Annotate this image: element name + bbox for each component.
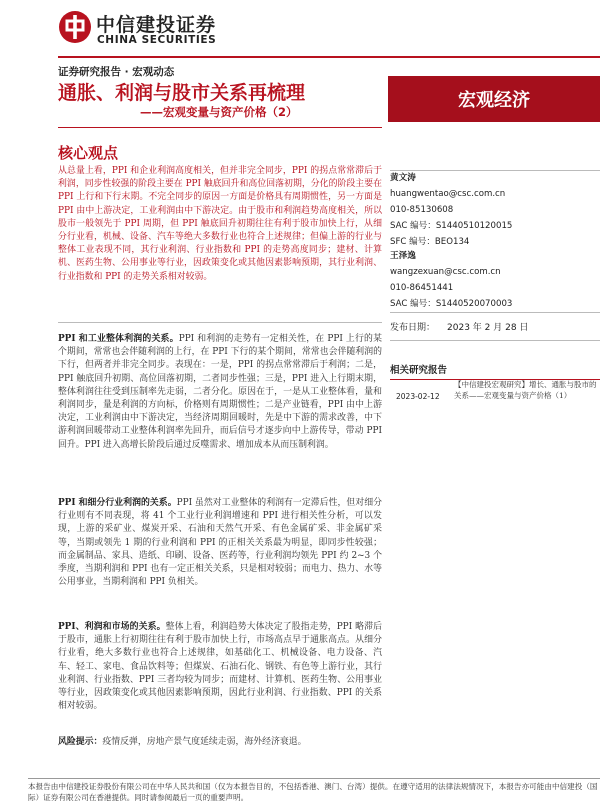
publish-label: 发布日期： <box>390 323 436 333</box>
author-email[interactable]: huangwentao@csc.com.cn <box>390 189 506 199</box>
report-title: 通胀、利润与股市关系再梳理 <box>58 82 306 104</box>
core-view-heading: 核心观点 <box>58 144 119 162</box>
author-name: 黄文涛 <box>390 173 416 183</box>
author-phone: 010-85130608 <box>390 205 454 215</box>
author-sfc: SFC 编号：BEO134 <box>390 237 470 247</box>
report-subtitle: ——宏观变量与资产价格（2） <box>140 105 298 119</box>
risk-warning <box>58 736 382 749</box>
section-divider <box>58 322 382 323</box>
publish-value: 2023 年 2 月 28 日 <box>447 323 529 333</box>
footer-disclaimer: 本报告由中信建投证券股份有限公司在中华人民共和国（仅为本报告目的，不包括香港、澳门、台湾）提供。在遵守适用的法律法规情况下，本报告亦可能由中信建投（国际）证券有限公司在香港提供。同时请参阅最后一页的重要声明。 <box>28 778 600 803</box>
paragraph-lead: PPI、利润和市场的关系。 <box>58 622 166 632</box>
related-divider <box>390 340 600 341</box>
publish-date <box>390 320 528 333</box>
paragraph-text: 疫情反弹，房地产景气度延续走弱，海外经济衰退。 <box>102 737 307 747</box>
publish-divider <box>390 312 600 313</box>
body-paragraph <box>58 497 382 589</box>
core-view-text: 从总量上看，PPI 和企业利润高度相关，但并非完全同步，PPI 的拐点常常滞后于利润，同步性较强的阶段主要在 PPI 触底回升和高位回落初期，分化的阶段主要在 PPI 上行和下行末期。不完全同步的原因一方面是价格具有周期惯性，另一方面是 PPI 由中上游决定，工业利润由中下游决定。由于股市和利润趋势高度相关，所以股市一般领先于 PPI 周期，但 PPI 触底回升初期往往有利于股市加快上行，从细分行业看，机械、设备、汽车等绝大多数行业也符合上述规律；但偏上游的行业与整体工业表现不同，其行业利润、行业指数和 PPI 的走势高度同步；建材、计算机、医药生物、公用事业等行业，因政策变化或其他因素影响预期，其行业利润、行业指数和 PPI 的走势关系相对较弱。 <box>58 166 382 282</box>
paragraph-text: 整体上看，利润趋势大体决定了股指走势，PPI 略滞后于股市，通胀上行初期往往有利于股市加快上行，市场高点早于通胀高点。从细分行业看，绝大多数行业也符合上述规律，如基础化工、机械设备、电力设备、汽车、轻工、家电、食品饮料等；但煤炭、石油石化、钢铁、有色等上游行业，其行业利润、行业指数、PPI 三者均较为同步；而建材、计算机、医药生物、公用事业等行业，因政策变化或其他因素影响预期，因此行业利润、行业指数、PPI 的关系相对较弱。 <box>58 622 382 712</box>
author-phone: 010-86451441 <box>390 283 454 293</box>
body-paragraph <box>58 333 382 452</box>
related-report-link[interactable]: 【中信建投宏观研究】增长、通胀与股市的关系——宏观变量与资产价格（1） <box>454 380 597 400</box>
logo-chinese-text: 中信建投证券 <box>96 14 217 36</box>
author-block <box>390 170 512 250</box>
author-block <box>390 248 512 312</box>
report-type: 证券研究报告 · 宏观动态 <box>58 66 175 78</box>
paragraph-lead: PPI 和细分行业利润的关系。 <box>58 498 177 508</box>
related-report-date: 2023-02-12 <box>396 392 440 401</box>
company-logo-icon <box>58 10 92 44</box>
header-divider <box>58 56 600 58</box>
paragraph-lead: 风险提示： <box>58 737 103 747</box>
author-email[interactable]: wangzexuan@csc.com.cn <box>390 267 501 277</box>
related-reports-heading: 相关研究报告 <box>390 362 600 380</box>
title-divider <box>58 127 382 128</box>
body-paragraph <box>58 621 382 713</box>
category-banner: 宏观经济 <box>388 76 600 122</box>
paragraph-lead: PPI 和工业整体利润的关系。 <box>58 334 179 344</box>
author-name: 王泽逸 <box>390 251 416 261</box>
author-sac: SAC 编号：S1440520070003 <box>390 299 513 309</box>
author-sac: SAC 编号：S1440510120015 <box>390 221 513 231</box>
paragraph-text: PPI 和利润的走势有一定相关性，在 PPI 上行的某个期间，常常也会伴随利润的上行，在 PPI 下行的某个期间，常常也会伴随利润的下行，但两者并非完全同步。表现在：一是，PPI 的拐点常常滞后于利润；二是，PPI 触底回升初期、高位回落初期，二者同步性强；三是，PPI 进入上行期末期，整体利润往往受到压制率先走弱，二者分化。原因在于，一是从工业整体看，量和利润同步，量是利润的方向标，价格则有周期惯性；二是产业链看，PPI 由中上游决定，工业利润由中下游决定，当经济周期回暖时，先是中下游的需求改善，中下游利润回暖带动工业整体利润率先回升，而后信号才逐步向中上游传导，带动 PPI 回升。PPI 进入高增长阶段后通过反噬需求、增加成本从而压制利润。 <box>58 334 382 450</box>
logo-english-text: CHINA SECURITIES <box>97 34 217 46</box>
paragraph-text: PPI 虽然对工业整体的利润有一定滞后性，但对细分行业则有不同表现，将 41 个工业行业利润增速和 PPI 进行相关性分析，可以发现，上游的采矿业、煤炭开采、石油和天然气开采、有色金属矿采、非金属矿采等，当期或领先 1 期的行业利润和 PPI 的正相关关系最为明显，即同步性较强；而金属制品、家具、造纸、印刷、设备、医药等，行业利润均领先 PPI 约 2~3 个季度，当期利润和 PPI 也有一定正相关关系，只是相对较弱；而电力、热力、水等公用事业，当期利润和 PPI 负相关。 <box>58 498 382 588</box>
